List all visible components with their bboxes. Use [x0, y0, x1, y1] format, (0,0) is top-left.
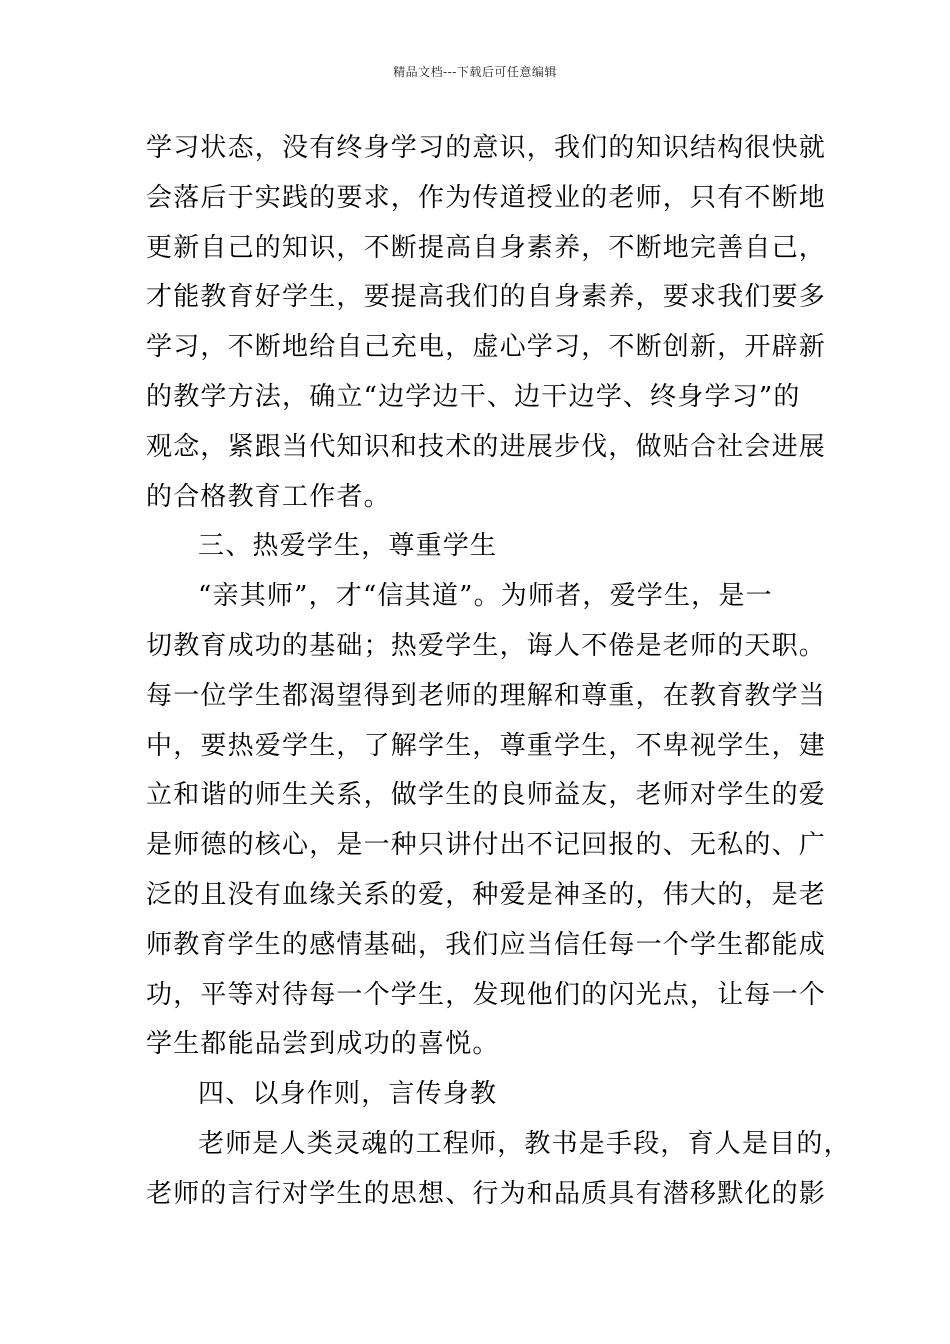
text-line: 切教育成功的基础；热爱学生，诲人不倦是老师的天职。: [146, 630, 827, 661]
text-line: 才能教育好学生，要提高我们的自身素养，要求我们要多: [146, 282, 827, 313]
document-body: [146, 124, 851, 1220]
paragraph-first-line: 老师是人类灵魂的工程师，教书是手段，育人是目的，: [198, 1128, 851, 1159]
text-line: 观念，紧跟当代知识和技术的进展步伐，做贴合社会进展: [146, 431, 827, 462]
text-line: 泛的且没有血缘关系的爱，种爱是神圣的，伟大的，是老: [146, 879, 827, 910]
page-header: 精品文档---下载后可任意编辑: [393, 65, 557, 79]
section-heading: 三、热爱学生，尊重学生: [198, 531, 498, 562]
text-line: 会落后于实践的要求，作为传道授业的老师，只有不断地: [146, 182, 827, 213]
text-line: 学习状态，没有终身学习的意识，我们的知识结构很快就: [146, 133, 827, 163]
paragraph-first-line: “亲其师”，才“信其道”。为师者，爱学生，是一: [198, 581, 773, 612]
text-line: 学习，不断地给自己充电，虚心学习，不断创新，开辟新: [146, 332, 827, 363]
text-line: 老师的言行对学生的思想、行为和品质具有潜移默化的影: [146, 1178, 827, 1209]
text-line: 中，要热爱学生，了解学生，尊重学生，不卑视学生，建: [146, 730, 827, 761]
text-line: 师教育学生的感情基础，我们应当信任每一个学生都能成: [146, 929, 827, 960]
text-line: 的教学方法，确立“边学边干、边干边学、终身学习”的: [146, 381, 801, 412]
text-line: 的合格教育工作者。: [146, 481, 391, 512]
text-line: 更新自己的知识，不断提高自身素养，不断地完善自己，: [146, 232, 827, 263]
text-line: 是师德的核心，是一种只讲付出不记回报的、无私的、广: [146, 830, 827, 861]
text-line: 每一位学生都渴望得到老师的理解和尊重，在教育教学当: [146, 680, 827, 711]
section-heading: 四、以身作则，言传身教: [198, 1079, 498, 1110]
text-line: 功，平等对待每一个学生，发现他们的闪光点，让每一个: [146, 979, 827, 1010]
text-line: 立和谐的师生关系，做学生的良师益友，老师对学生的爱: [146, 780, 827, 811]
text-line: 学生都能品尝到成功的喜悦。: [146, 1029, 500, 1060]
